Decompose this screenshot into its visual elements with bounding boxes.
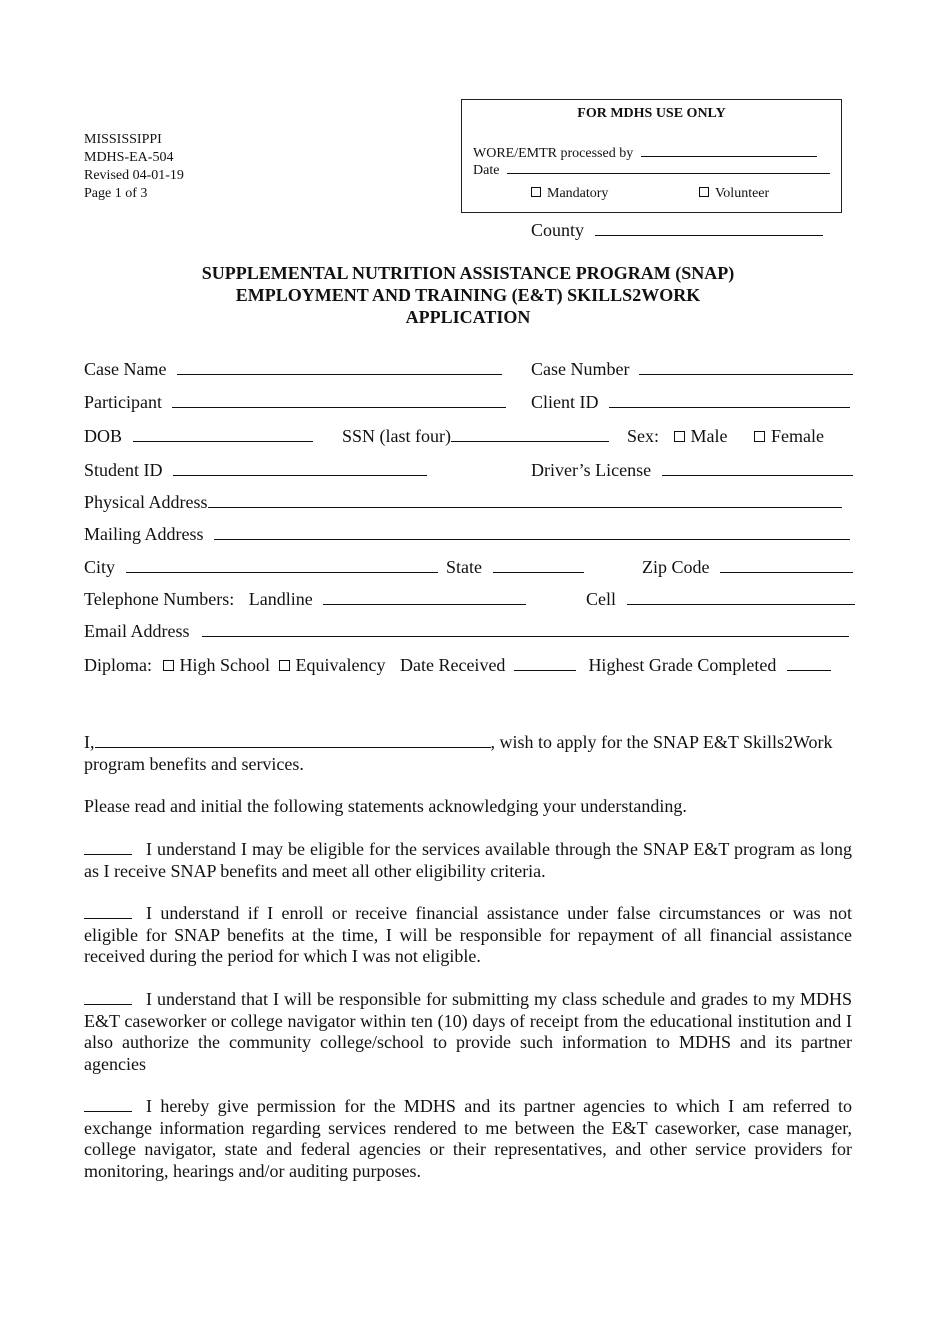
title-line-2: EMPLOYMENT AND TRAINING (E&T) SKILLS2WORK (235, 285, 701, 305)
physical-address-row (84, 492, 842, 513)
mandatory-label: Mandatory (547, 186, 609, 201)
male-label: Male (690, 426, 728, 446)
instruction-text: Please read and initial the following statements acknowledging your understanding. (84, 796, 687, 816)
apply-text: , wish to apply for the SNAP E&T Skills2Work (490, 732, 833, 752)
title-line-3: APPLICATION (405, 307, 531, 327)
sex-label: Sex: (627, 426, 660, 446)
office-use-box (461, 99, 842, 213)
telephone-row (84, 589, 526, 610)
date-row (473, 159, 830, 179)
diploma-label: Diploma: (84, 655, 152, 675)
drivers-license-field[interactable] (662, 461, 853, 476)
landline-field[interactable] (323, 590, 526, 605)
high-school-checkbox[interactable] (163, 660, 174, 671)
acknowledgment-item (84, 1096, 852, 1182)
volunteer-checkbox[interactable] (699, 187, 709, 197)
female-option[interactable] (754, 426, 824, 446)
acknowledgment-text: I understand I may be eligible for the services available through the SNAP E&T program as long as I receive SNAP benefits and meet all other eligibility criteria. (84, 839, 852, 881)
cell-row (586, 589, 855, 610)
county-label: County (531, 220, 585, 240)
student-id-label: Student ID (84, 460, 163, 480)
office-date-label: Date (473, 163, 500, 178)
male-option[interactable] (674, 426, 728, 446)
revised-date: Revised 04-01-19 (84, 168, 184, 183)
participant-label: Participant (84, 392, 162, 412)
state-row (446, 557, 584, 578)
zip-label: Zip Code (642, 557, 710, 577)
drivers-license-label: Driver’s License (531, 460, 652, 480)
highest-grade-field[interactable] (787, 656, 831, 671)
equivalency-label: Equivalency (295, 655, 386, 675)
volunteer-label: Volunteer (715, 186, 770, 201)
processed-by-label: WORE/EMTR processed by (473, 146, 634, 161)
ssn-row (342, 426, 609, 447)
volunteer-option[interactable] (699, 186, 769, 202)
case-name-field[interactable] (177, 360, 502, 375)
client-id-field[interactable] (609, 393, 850, 408)
ssn-label: SSN (last four) (342, 426, 451, 446)
cell-label: Cell (586, 589, 616, 609)
case-number-label: Case Number (531, 359, 630, 379)
initial-field[interactable] (84, 1097, 132, 1112)
processed-by-field[interactable] (641, 142, 817, 157)
high-school-label: High School (179, 655, 271, 675)
mailing-address-field[interactable] (214, 525, 850, 540)
dob-row (84, 426, 313, 447)
acknowledgment-item (84, 989, 852, 1075)
acknowledgment-text: I understand if I enroll or receive financial assistance under false circumstances or was not eligible for SNAP benefits at the time, I will be responsible for repayment of all financial assistance received during the period for which I was not eligible. (84, 903, 852, 966)
office-use-title: FOR MDHS USE ONLY (577, 106, 726, 121)
apply-statement (84, 732, 852, 775)
acknowledgment-text: I hereby give permission for the MDHS and its partner agencies to which I am referred to exchange information regarding services rendered to me between the E&T caseworker, case manager, college navigator, state and federal agencies or their representatives, and other service providers for monitoring, hearings and/or auditing purposes. (84, 1096, 852, 1181)
participant-field[interactable] (172, 393, 506, 408)
physical-address-label: Physical Address (84, 492, 208, 512)
highest-grade-label: Highest Grade Completed (588, 655, 777, 675)
acknowledgment-item (84, 839, 852, 882)
diploma-row (84, 655, 831, 676)
page-number: Page 1 of 3 (84, 186, 148, 201)
physical-address-field[interactable] (208, 493, 842, 508)
telephone-label: Telephone Numbers: (84, 589, 235, 609)
mandatory-option[interactable] (531, 186, 608, 202)
zip-row (642, 557, 853, 578)
ssn-field[interactable] (451, 427, 609, 442)
date-received-label: Date Received (399, 655, 506, 675)
female-label: Female (771, 426, 824, 446)
i-prefix: I, (84, 732, 95, 752)
case-name-row (84, 359, 502, 380)
mandatory-checkbox[interactable] (531, 187, 541, 197)
student-id-field[interactable] (173, 461, 427, 476)
email-row (84, 621, 849, 642)
equivalency-option[interactable] (279, 655, 386, 675)
initial-field[interactable] (84, 840, 132, 855)
zip-field[interactable] (720, 558, 853, 573)
date-received-field[interactable] (514, 656, 576, 671)
landline-label: Landline (248, 589, 313, 609)
state-label: MISSISSIPPI (84, 132, 162, 147)
email-field[interactable] (202, 622, 849, 637)
mailing-address-label: Mailing Address (84, 524, 204, 544)
form-number: MDHS-EA-504 (84, 150, 174, 165)
dob-field[interactable] (133, 427, 313, 442)
city-row (84, 557, 438, 578)
high-school-option[interactable] (163, 655, 271, 675)
drivers-license-row (531, 460, 853, 481)
county-row (531, 220, 823, 241)
dob-label: DOB (84, 426, 123, 446)
cell-field[interactable] (627, 590, 855, 605)
client-id-row (531, 392, 850, 413)
male-checkbox[interactable] (674, 431, 685, 442)
initial-field[interactable] (84, 990, 132, 1005)
client-id-label: Client ID (531, 392, 599, 412)
case-number-row (531, 359, 853, 380)
title-line-1: SUPPLEMENTAL NUTRITION ASSISTANCE PROGRAM (SNAP) (201, 263, 735, 283)
city-label: City (84, 557, 116, 577)
email-label: Email Address (84, 621, 190, 641)
county-field[interactable] (595, 221, 823, 236)
equivalency-checkbox[interactable] (279, 660, 290, 671)
office-date-field[interactable] (507, 159, 830, 174)
state-label: State (446, 557, 482, 577)
form-meta (84, 131, 184, 203)
participant-row (84, 392, 506, 413)
sex-row (627, 426, 824, 447)
acknowledgment-text: I understand that I will be responsible for submitting my class schedule and grades to my MDHS E&T caseworker or college navigator within ten (10) days of receipt from the educational institution and I also authorize the community college/school to provide such information to MDHS and its partner agencies (84, 989, 852, 1074)
initial-field[interactable] (84, 904, 132, 919)
student-id-row (84, 460, 427, 481)
apply-text-continued: program benefits and services. (84, 753, 304, 774)
applicant-name-field[interactable] (95, 733, 491, 748)
city-field[interactable] (126, 558, 438, 573)
case-name-label: Case Name (84, 359, 167, 379)
case-number-field[interactable] (639, 360, 853, 375)
female-checkbox[interactable] (754, 431, 765, 442)
mailing-address-row (84, 524, 850, 545)
acknowledgment-item (84, 903, 852, 968)
state-field[interactable] (493, 558, 584, 573)
